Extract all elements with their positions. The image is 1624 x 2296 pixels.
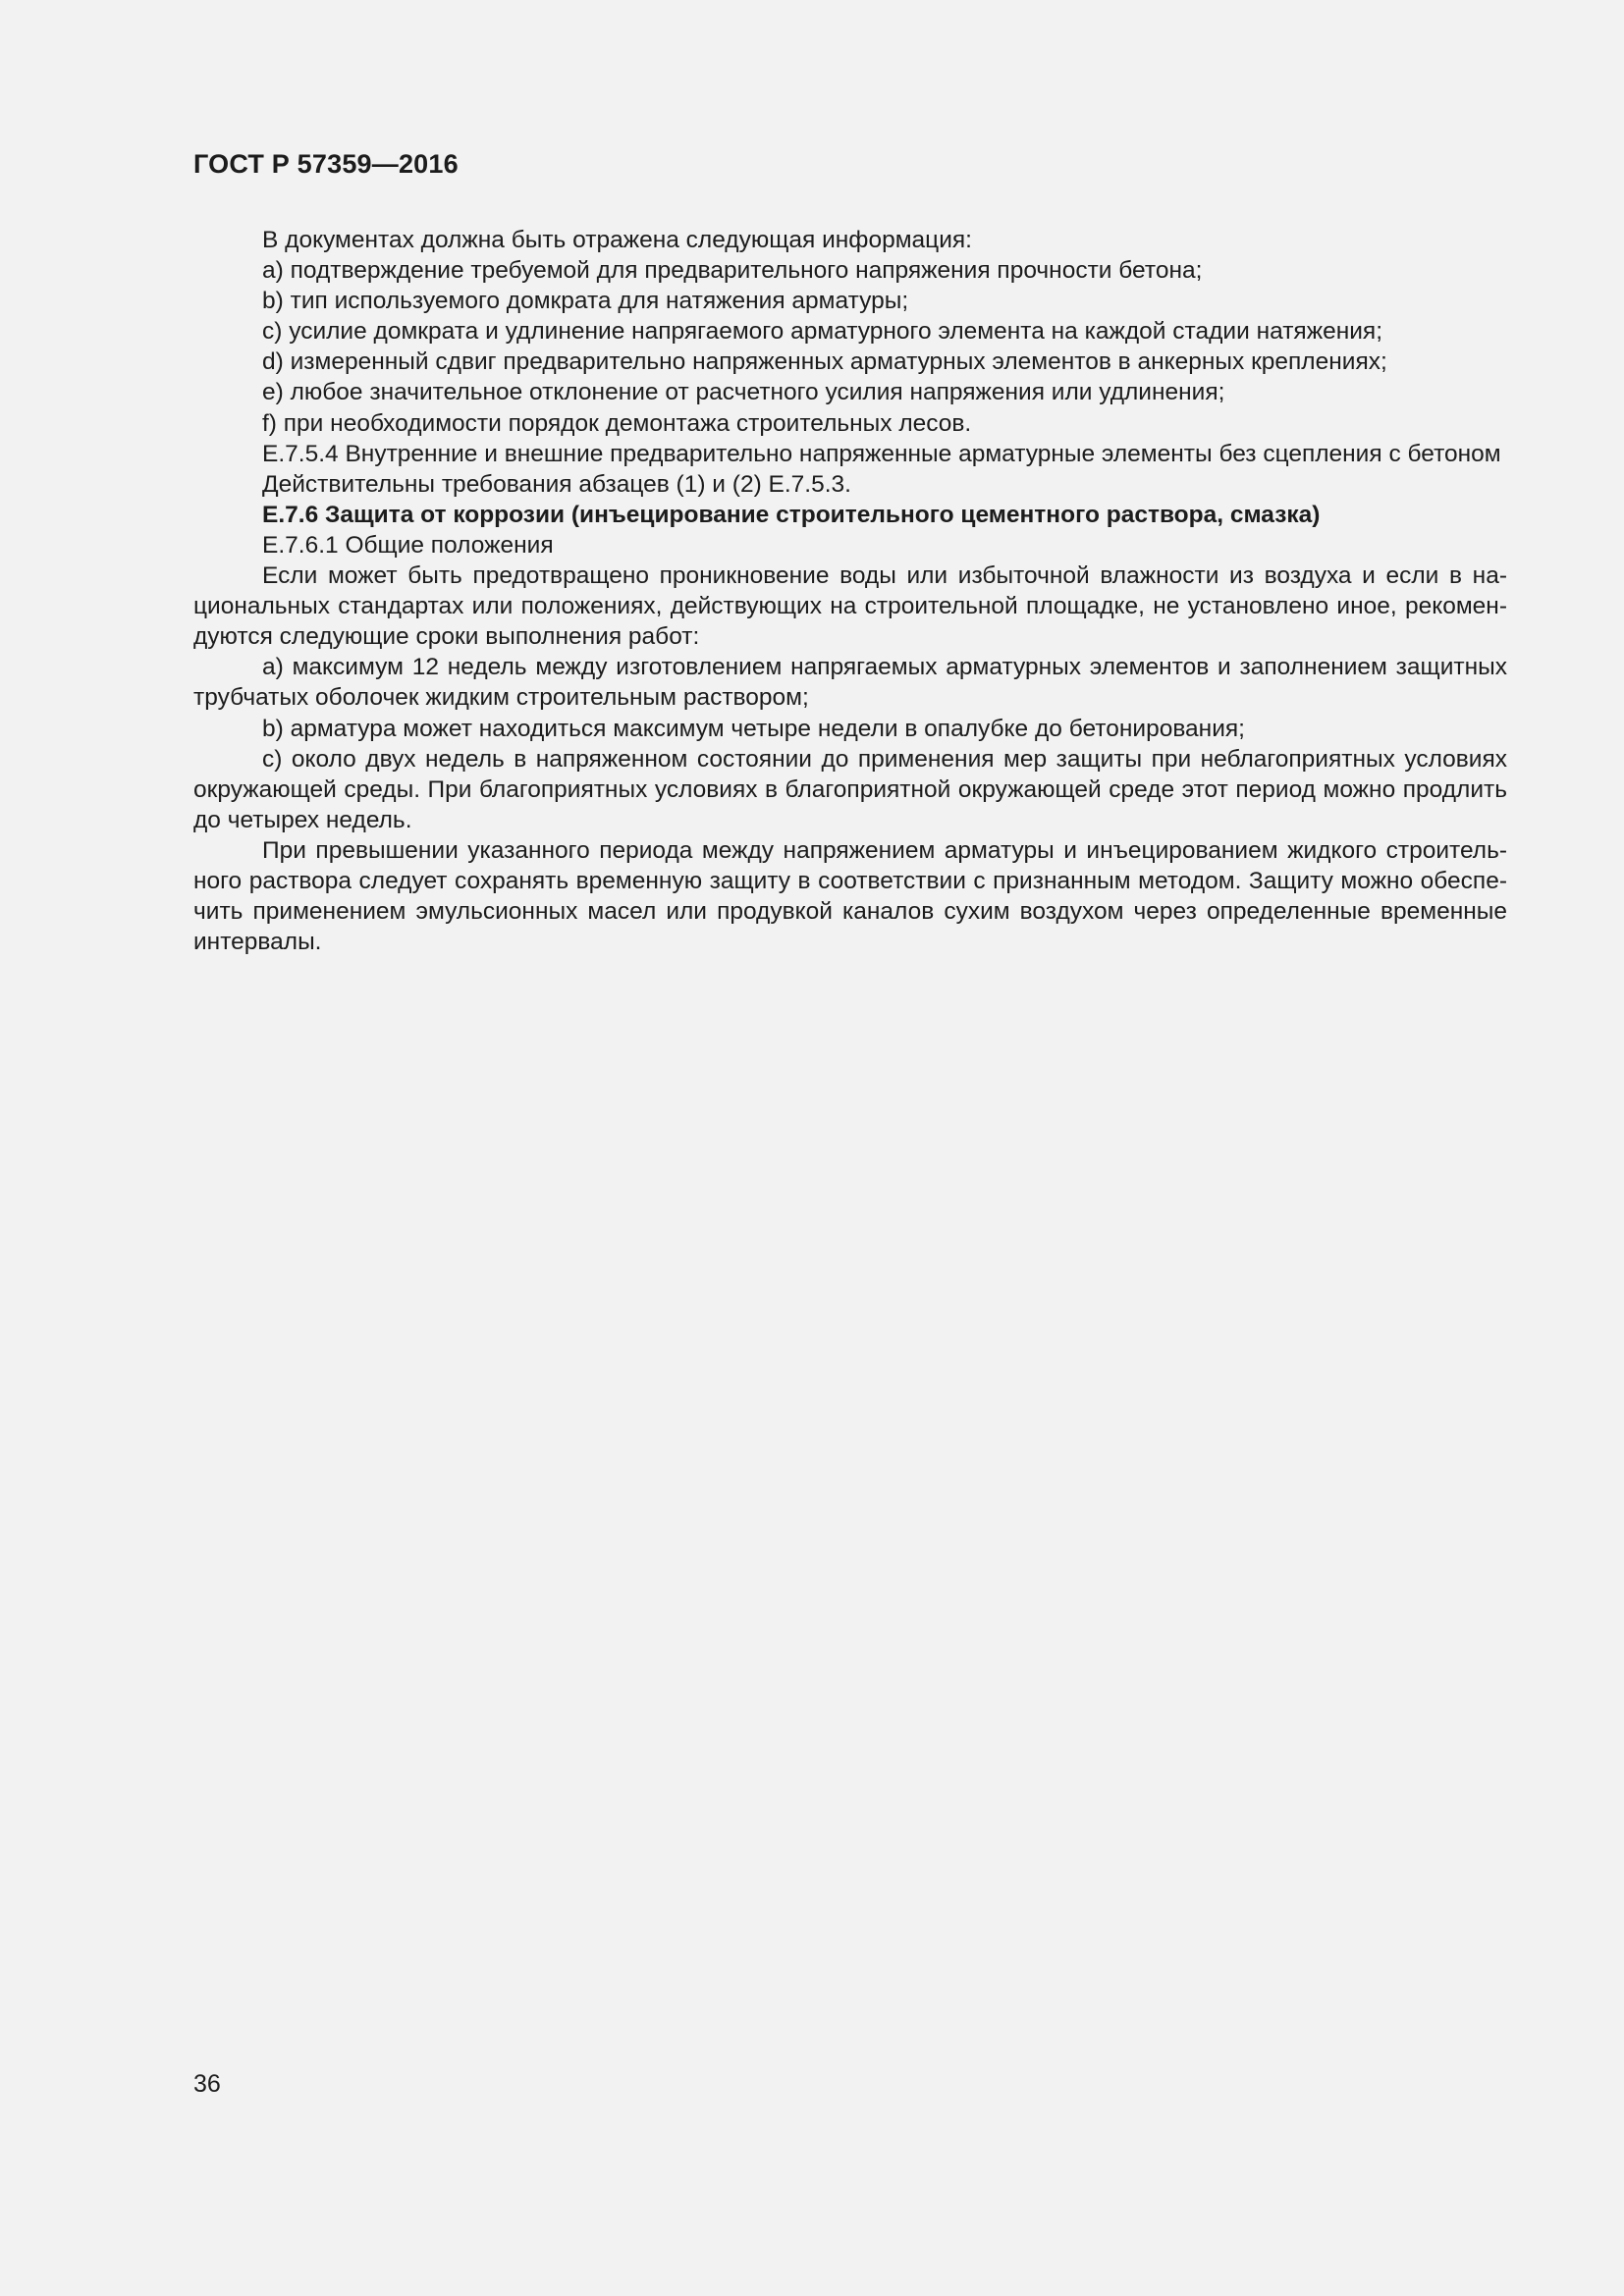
clause-e-7-5-4: Е.7.5.4 Внутренние и внешние предварительно напряженные арматурные элементы без сцепления с бетоном — [262, 440, 1501, 467]
list-item-b-terms: b) арматура может находиться максимум четыре недели в опалубке до бетонирования; — [262, 715, 1245, 742]
list-item-b: b) тип используемого домкрата для натяжения арматуры; — [262, 288, 909, 315]
document-code-header: ГОСТ Р 57359—2016 — [193, 149, 459, 179]
page-number: 36 — [193, 2070, 221, 2098]
list-item-c-terms: c) около двух недель в напряженном состоянии до применения мер защиты при неблагоприятных условиях окружающей среды. При благоприятных условиях в благоприятной окружающей среде этот период можно продлить до четырех недель. — [193, 745, 1507, 833]
document-body — [193, 225, 1507, 957]
paragraph-terms: Если может быть предотвращено проникновение воды или избыточной влажности из воздуха и если в национальных стандартах или положениях, действующих на строительной площадке, не установлено иное, рекомендуются следующие сроки выполнения работ: — [193, 562, 1507, 651]
list-item-d: d) измеренный сдвиг предварительно напряженных арматурных элементов в анкерных креплениях; — [262, 348, 1387, 376]
section-heading-e-7-6: Е.7.6 Защита от коррозии (инъецирование строительного цементного раствора, смазка) — [262, 501, 1321, 528]
clause-e-7-6-1: Е.7.6.1 Общие положения — [262, 531, 554, 559]
list-item-a-terms: a) максимум 12 недель между изготовлением напрягаемых арматурных элементов и заполнением защитных трубчатых оболочек жидким строительным раствором; — [193, 654, 1507, 712]
list-item-e: e) любое значительное отклонение от расчетного усилия напряжения или удлинения; — [262, 379, 1225, 406]
list-item-a: a) подтверждение требуемой для предварительного напряжения прочности бетона; — [262, 257, 1203, 285]
paragraph-temporary-protection: При превышении указанного периода между напряжением арматуры и инъецированием жидкого строительного раствора следует сохранять временную защиту в соответствии с признанным методом. Защиту можно обеспечить применением эмульсионных масел или продувкой каналов сухим воздухом через определенные временные интервалы. — [193, 836, 1507, 956]
paragraph-intro: В документах должна быть отражена следующая информация: — [262, 227, 972, 253]
list-item-f: f) при необходимости порядок демонтажа строительных лесов. — [262, 409, 972, 437]
paragraph-requirements: Действительны требования абзацев (1) и (2) Е.7.5.3. — [262, 470, 851, 498]
list-item-c: c) усилие домкрата и удлинение напрягаемого арматурного элемента на каждой стадии натяжения; — [262, 318, 1382, 346]
